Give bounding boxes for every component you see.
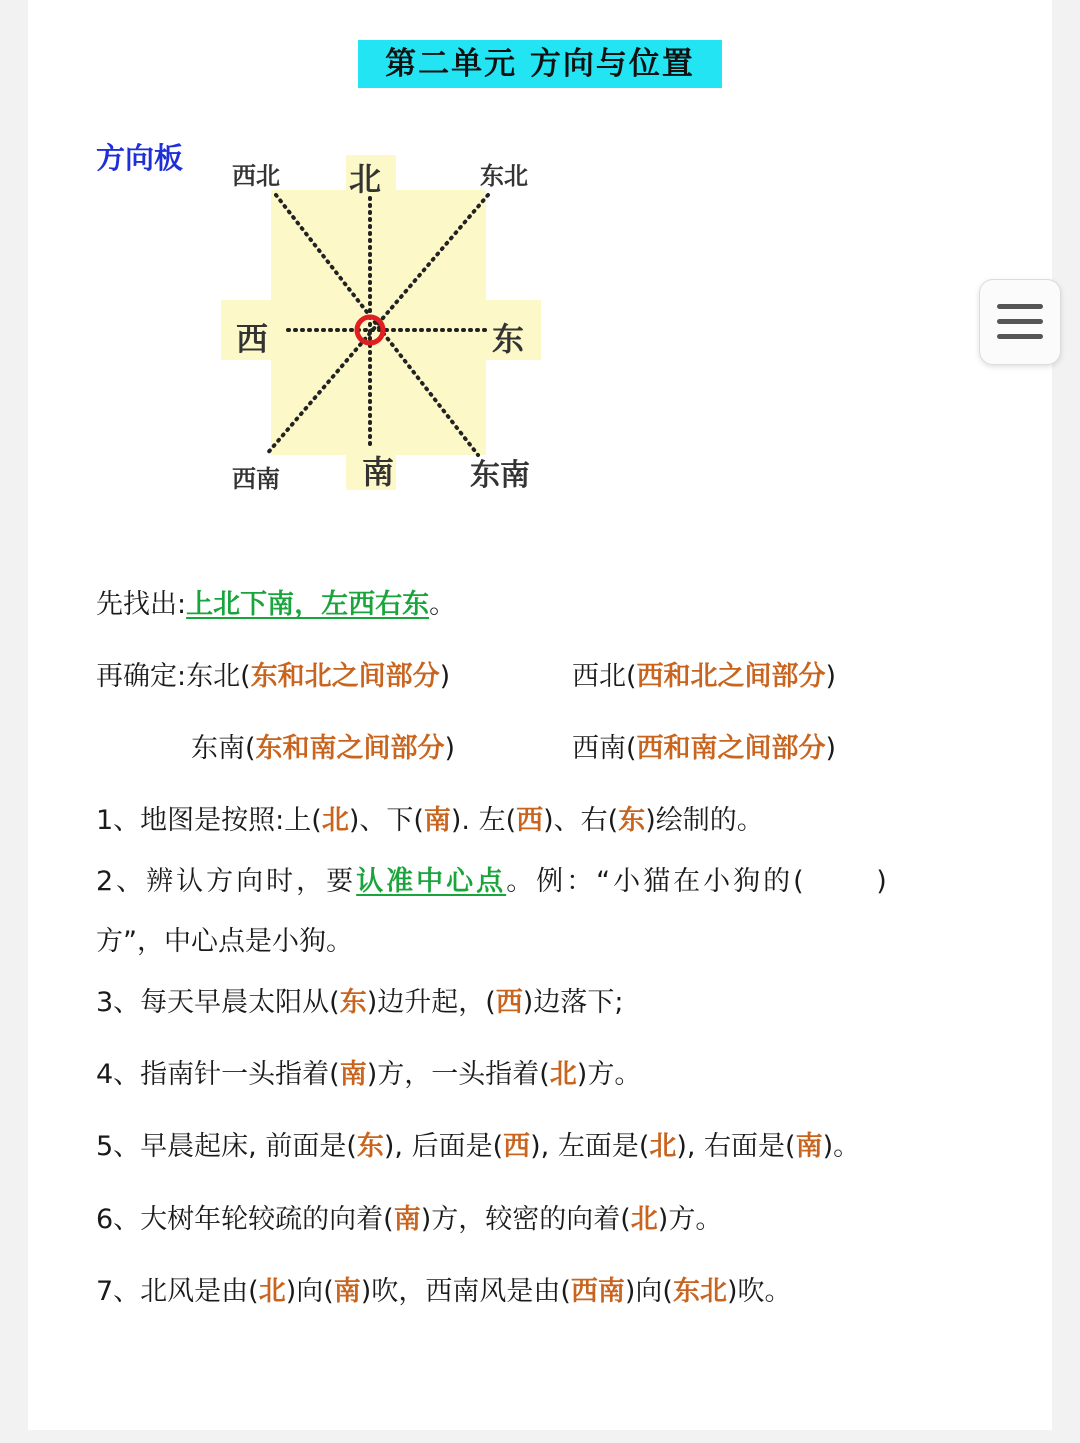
confirm-line-2-right: 西南(西和南之间部分) — [572, 733, 837, 764]
confirm-line-1: 再确定:东北(东和北之间部分) — [96, 661, 451, 692]
dir-label-e: 东 — [492, 320, 525, 358]
dir-label-n: 北 — [349, 160, 382, 198]
list-item-7: 7、北风是由(北)向(南)吹，西南风是由(西南)向(东北)吹。 — [96, 1276, 792, 1307]
dir-label-nw: 西北 — [232, 161, 280, 190]
hamburger-menu-icon — [997, 302, 1043, 342]
list-item-4: 4、指南针一头指着(南)方，一头指着(北)方。 — [96, 1059, 642, 1090]
dir-label-sw: 西南 — [232, 464, 280, 493]
list-item-2: 2、辨认方向时，要认准中心点。例：“小猫在小狗的( ) — [96, 866, 890, 897]
confirm-line-2: 东南(东和南之间部分) — [191, 733, 456, 764]
dir-label-ne: 东北 — [480, 161, 528, 190]
list-item-2-continued: 方”，中心点是小狗。 — [96, 926, 353, 957]
list-item-6: 6、大树年轮较疏的向着(南)方，较密的向着(北)方。 — [96, 1204, 723, 1235]
page-title: 第二单元 方向与位置 — [358, 40, 722, 88]
confirm-line-1-right: 西北(西和北之间部分) — [572, 661, 837, 692]
list-item-1: 1、地图是按照:上(北)、下(南). 左(西)、右(东)绘制的。 — [96, 805, 764, 836]
direction-board-diagram — [216, 150, 556, 500]
direction-board-label: 方向板 — [96, 141, 184, 175]
dir-label-s: 南 — [362, 453, 395, 491]
dir-label-w: 西 — [236, 320, 269, 358]
list-item-5: 5、早晨起床, 前面是(东), 后面是(西), 左面是(北), 右面是(南)。 — [96, 1131, 861, 1162]
dir-label-se: 东南 — [470, 458, 530, 493]
menu-button[interactable] — [979, 279, 1061, 365]
find-first-line: 先找出:上北下南，左西右东。 — [96, 589, 457, 620]
list-item-3: 3、每天早晨太阳从(东)边升起，(西)边落下; — [96, 987, 624, 1018]
